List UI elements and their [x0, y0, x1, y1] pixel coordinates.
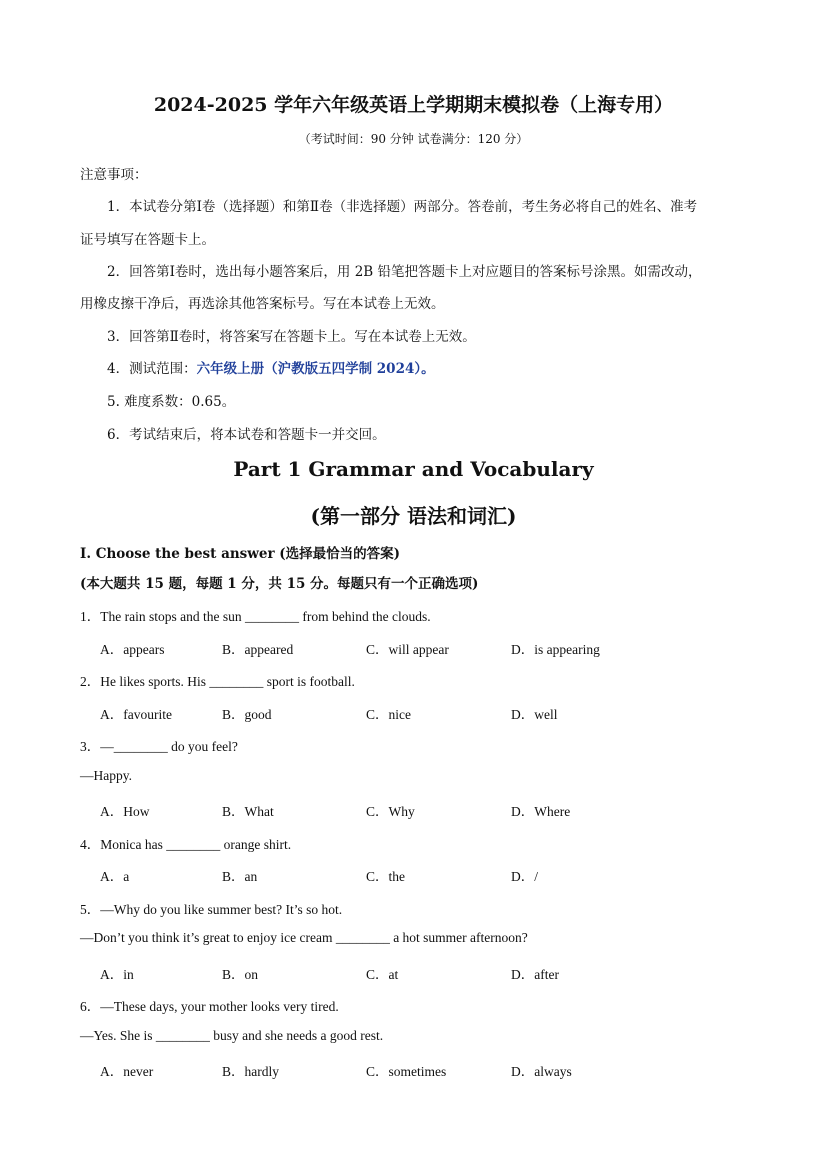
notice-item-1a: 1．本试卷分第Ⅰ卷（选择题）和第Ⅱ卷（非选择题）两部分。答卷前，考生务必将自己的姓名、准考: [107, 199, 698, 215]
q6-option-b: B．hardly: [222, 1064, 279, 1079]
q2-option-a: A．favourite: [100, 707, 172, 722]
page-title: 2024-2025 学年六年级英语上学期期末模拟卷（上海专用）: [153, 94, 674, 116]
q1-option-b: B．appeared: [222, 642, 294, 657]
q1-option-c: C．will appear: [366, 642, 449, 657]
q4-option-d: D．/: [511, 869, 538, 884]
q2-option-b: B．good: [222, 707, 272, 722]
notice-item-4: [107, 357, 435, 377]
q3-option-c: C．Why: [366, 804, 415, 819]
question-1: 1．The rain stops and the sun ________ from behind the clouds.: [80, 609, 431, 624]
q1-option-d: D．is appearing: [511, 642, 600, 657]
q5-option-d: D．after: [511, 967, 559, 982]
notice-item-2b: 用橡皮擦干净后，再选涂其他答案标号。写在本试卷上无效。: [80, 296, 445, 312]
q5-option-b: B．on: [222, 967, 259, 982]
q3-option-a: A．How: [100, 804, 150, 819]
question-5-reply: —Don’t you think it’s great to enjoy ice cream ________ a hot summer afternoon?: [80, 930, 528, 945]
notice-item-2a: 2．回答第Ⅰ卷时，选出每小题答案后，用 2B 铅笔把答题卡上对应题目的答案标号涂黑。如需改动，: [107, 264, 702, 280]
q6-option-a: A．never: [100, 1064, 154, 1079]
question-6-reply: —Yes. She is ________ busy and she needs a good rest.: [80, 1028, 384, 1043]
q5-option-c: C．at: [366, 967, 399, 982]
q4-option-a: A．a: [100, 869, 130, 884]
question-3-reply: —Happy.: [80, 768, 132, 783]
q3-option-d: D．Where: [511, 804, 571, 819]
q3-option-b: B．What: [222, 804, 274, 819]
question-2: 2．He likes sports. His ________ sport is football.: [80, 674, 355, 689]
q4-option-c: C．the: [366, 869, 405, 884]
part-title-cn: (第一部分 语法和词汇): [310, 504, 517, 528]
exam-info: （考试时间：90 分钟 试卷满分：120 分）: [298, 132, 529, 146]
notice-item-3: 3．回答第Ⅱ卷时，将答案写在答题卡上。写在本试卷上无效。: [107, 329, 476, 345]
q6-option-d: D．always: [511, 1064, 572, 1079]
q1-option-a: A．appears: [100, 642, 165, 657]
question-5: 5．—Why do you like summer best? It’s so hot.: [80, 902, 343, 917]
q5-option-a: A．in: [100, 967, 134, 982]
test-scope: 六年级上册（沪教版五四学制 2024）。: [196, 361, 435, 377]
notice-heading: 注意事项：: [80, 167, 148, 183]
notice-item-5: 5. 难度系数：0.65。: [107, 394, 236, 410]
q6-option-c: C．sometimes: [366, 1064, 447, 1079]
notice-item-4-prefix: 4．测试范围：: [107, 361, 197, 377]
section-instruction: (本大题共 15 题，每题 1 分，共 15 分。每题只有一个正确选项): [80, 576, 479, 592]
q4-option-b: B．an: [222, 869, 258, 884]
question-4: 4．Monica has ________ orange shirt.: [80, 837, 292, 852]
notice-item-6: 6．考试结束后，将本试卷和答题卡一并交回。: [107, 427, 386, 443]
part-title-en: Part 1 Grammar and Vocabulary: [233, 457, 594, 481]
question-3: 3．—________ do you feel?: [80, 739, 238, 754]
q2-option-d: D．well: [511, 707, 558, 722]
q2-option-c: C．nice: [366, 707, 411, 722]
question-6: 6．—These days, your mother looks very tired.: [80, 999, 339, 1014]
section-heading: I. Choose the best answer (选择最恰当的答案): [80, 546, 401, 562]
notice-item-1b: 证号填写在答题卡上。: [80, 232, 215, 248]
